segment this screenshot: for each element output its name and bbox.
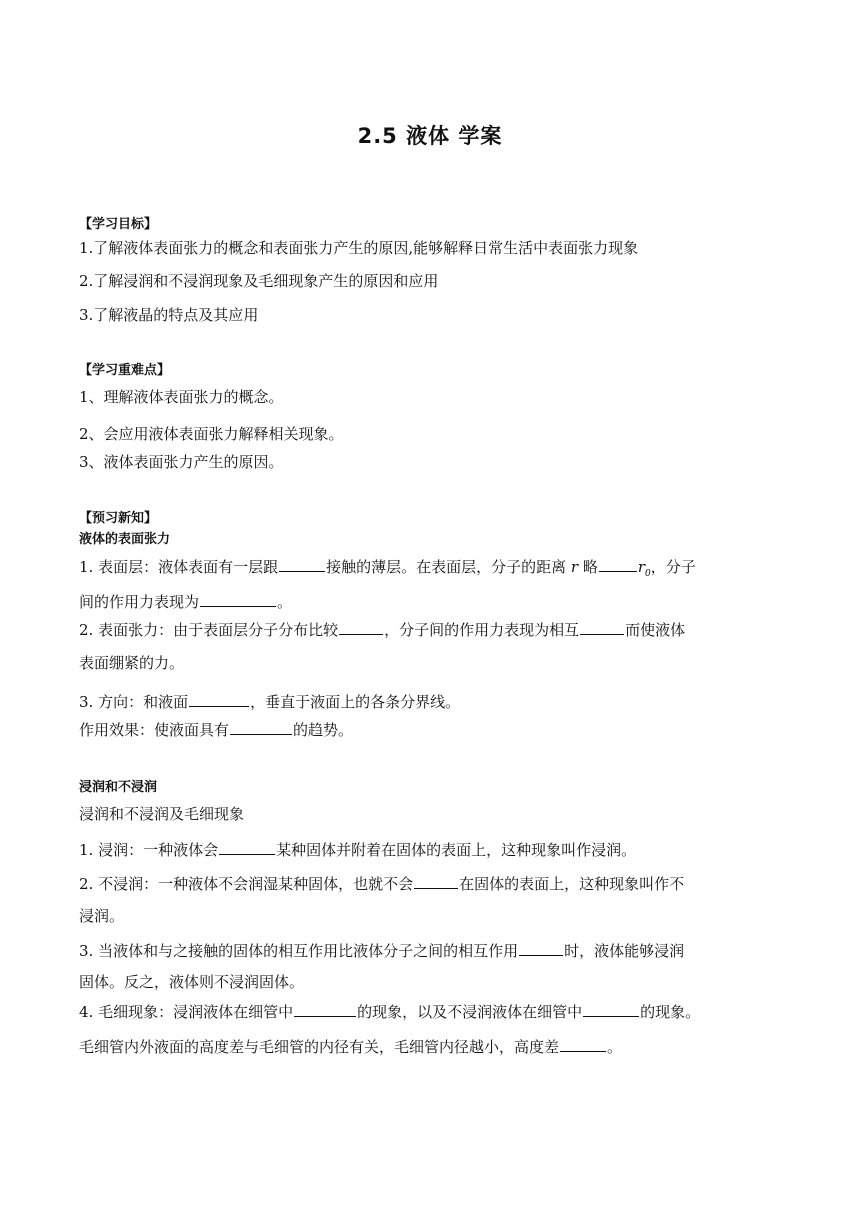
answer-blank[interactable] [583, 1002, 639, 1017]
surface-layer-line-2 [79, 592, 779, 612]
text: 的现象。 [640, 1003, 701, 1021]
symbol-r0: $r_0$ [637, 558, 651, 579]
text: 1. 浸润：一种液体会 [79, 841, 219, 859]
answer-blank[interactable] [200, 592, 276, 607]
answer-blank[interactable] [230, 720, 292, 735]
wetting-subheading: 浸润和不浸润 [79, 780, 158, 795]
surface-tension-line-2: 表面绷紧的力。 [79, 654, 185, 672]
answer-blank[interactable] [189, 692, 249, 707]
objective-item: 3.了解液晶的特点及其应用 [79, 306, 259, 324]
wetting-line [79, 840, 779, 860]
text: 毛细管内外液面的高度差与毛细管的内径有关，毛细管内径越小，高度差 [79, 1038, 560, 1056]
text: 。 [277, 593, 293, 611]
answer-blank[interactable] [279, 557, 325, 572]
text: 某种固体并附着在固体的表面上，这种现象叫作浸润。 [276, 841, 637, 859]
text: 略 [582, 558, 598, 576]
key-point-item: 3、液体表面张力产生的原因。 [79, 453, 284, 471]
text: 时，液体能够浸润 [564, 942, 685, 960]
non-wetting-line-2: 浸润。 [79, 907, 125, 925]
capillary-line [79, 1002, 779, 1022]
symbol-r: r [570, 558, 579, 576]
objective-item: 1.了解液体表面张力的概念和表面张力产生的原因,能够解释日常生活中表面张力现象 [79, 239, 639, 257]
answer-blank[interactable] [560, 1037, 606, 1052]
answer-blank[interactable] [219, 840, 275, 855]
answer-blank[interactable] [414, 874, 458, 889]
surface-tension-line [79, 620, 779, 640]
answer-blank[interactable] [599, 557, 637, 572]
text: 的现象，以及不浸润液体在细管中 [357, 1003, 583, 1021]
effect-line [79, 720, 779, 740]
answer-blank[interactable] [519, 941, 563, 956]
text: 。 [607, 1038, 623, 1056]
answer-blank[interactable] [580, 620, 624, 635]
surface-layer-line [79, 557, 779, 584]
text: 3. 当液体和与之接触的固体的相互作用比液体分子之间的相互作用 [79, 942, 519, 960]
interaction-line-2: 固体。反之，液体则不浸润固体。 [79, 973, 305, 991]
text: 3. 方向：和液面 [79, 693, 189, 711]
key-points-heading: 【学习重难点】 [79, 363, 171, 378]
text: 4. 毛细现象：浸润液体在细管中 [79, 1003, 294, 1021]
answer-blank[interactable] [294, 1002, 356, 1017]
preview-heading: 【预习新知】 [79, 511, 158, 526]
objectives-heading: 【学习目标】 [79, 217, 158, 232]
text: 2. 不浸润：一种液体不会润湿某种固体，也就不会 [79, 875, 414, 893]
answer-blank[interactable] [339, 620, 383, 635]
capillary-line-2 [79, 1037, 779, 1057]
page-title: 2.5 液体 学案 [357, 124, 503, 148]
objective-item: 2.了解浸润和不浸润现象及毛细现象产生的原因和应用 [79, 272, 439, 290]
text: 的趋势。 [293, 721, 354, 739]
key-point-item: 1、理解液体表面张力的概念。 [79, 388, 284, 406]
direction-line [79, 692, 779, 712]
text: 间的作用力表现为 [79, 593, 200, 611]
non-wetting-line [79, 874, 779, 894]
text: ，垂直于液面上的各条分界线。 [250, 693, 461, 711]
text: 接触的薄层。在表面层，分子的距离 [326, 558, 567, 576]
text: ，分子间的作用力表现为相互 [384, 621, 580, 639]
text: 作用效果：使液面具有 [79, 721, 230, 739]
key-point-item: 2、会应用液体表面张力解释相关现象。 [79, 425, 344, 443]
interaction-line [79, 941, 779, 961]
surface-tension-subheading: 液体的表面张力 [79, 532, 171, 547]
text: 在固体的表面上，这种现象叫作不 [459, 875, 685, 893]
text: 1. 表面层：液体表面有一层跟 [79, 558, 279, 576]
text: 而使液体 [625, 621, 686, 639]
wetting-intro: 浸润和不浸润及毛细现象 [79, 805, 245, 823]
text: 2. 表面张力：由于表面层分子分布比较 [79, 621, 339, 639]
text: ，分子 [650, 558, 696, 576]
